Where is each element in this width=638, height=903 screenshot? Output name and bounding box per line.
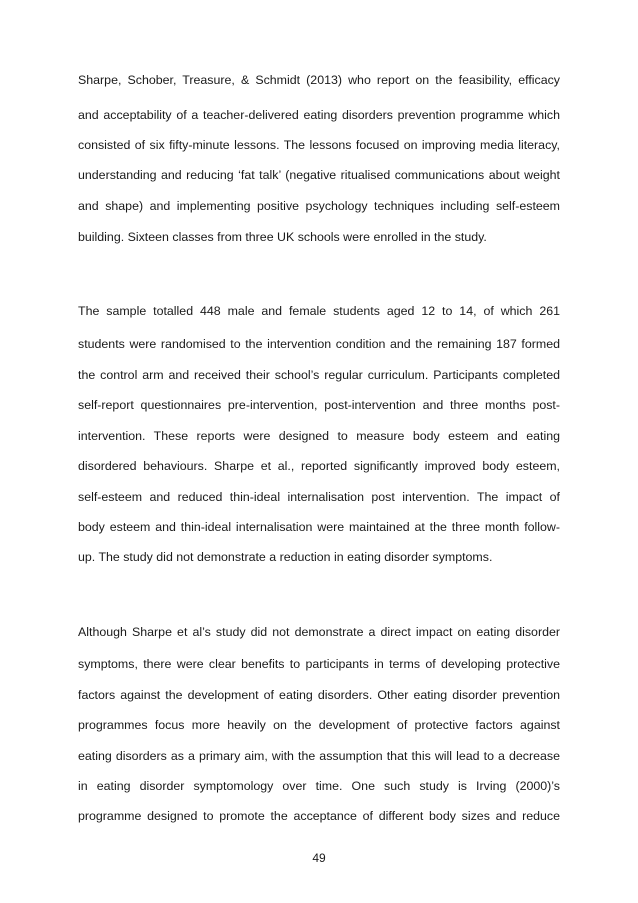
text-line: understanding and reducing ‘fat talk’ (negative ritualised communications about weight xyxy=(78,168,560,182)
text-line: and shape) and implementing positive psychology techniques including self-esteem xyxy=(78,199,560,213)
text-line: programme designed to promote the acceptance of different body sizes and reduce xyxy=(78,809,560,823)
text-line: symptoms, there were clear benefits to participants in terms of developing protective xyxy=(78,657,560,671)
text-line: Sharpe, Schober, Treasure, & Schmidt (2013) who report on the feasibility, efficacy xyxy=(78,73,560,87)
text-line: the control arm and received their school’s regular curriculum. Participants completed xyxy=(78,368,560,382)
text-line: self-esteem and reduced thin-ideal internalisation post intervention. The impact of xyxy=(78,490,560,504)
text-line: self-report questionnaires pre-intervention, post-intervention and three months post- xyxy=(78,398,560,412)
text-line: building. Sixteen classes from three UK schools were enrolled in the study. xyxy=(78,230,487,244)
text-line: students were randomised to the intervention condition and the remaining 187 formed xyxy=(78,337,560,351)
text-line: programmes focus more heavily on the development of protective factors against xyxy=(78,718,560,732)
text-line: body esteem and thin-ideal internalisation were maintained at the three month follow- xyxy=(78,520,560,534)
text-line: factors against the development of eating disorders. Other eating disorder prevention xyxy=(78,688,560,702)
text-line: The sample totalled 448 male and female students aged 12 to 14, of which 261 xyxy=(78,304,560,318)
text-line: Although Sharpe et al’s study did not demonstrate a direct impact on eating disorder xyxy=(78,625,560,639)
text-line: eating disorders as a primary aim, with the assumption that this will lead to a decrease xyxy=(78,749,560,763)
text-line: intervention. These reports were designed to measure body esteem and eating xyxy=(78,429,560,443)
text-line: and acceptability of a teacher-delivered eating disorders prevention programme which xyxy=(78,108,560,122)
text-line: in eating disorder symptomology over time. One such study is Irving (2000)’s xyxy=(78,779,560,793)
page-number: 49 xyxy=(312,851,326,865)
text-line: consisted of six fifty-minute lessons. The lessons focused on improving media literacy, xyxy=(78,138,560,152)
text-line: disordered behaviours. Sharpe et al., reported significantly improved body esteem, xyxy=(78,459,560,473)
text-line: up. The study did not demonstrate a reduction in eating disorder symptoms. xyxy=(78,550,493,564)
